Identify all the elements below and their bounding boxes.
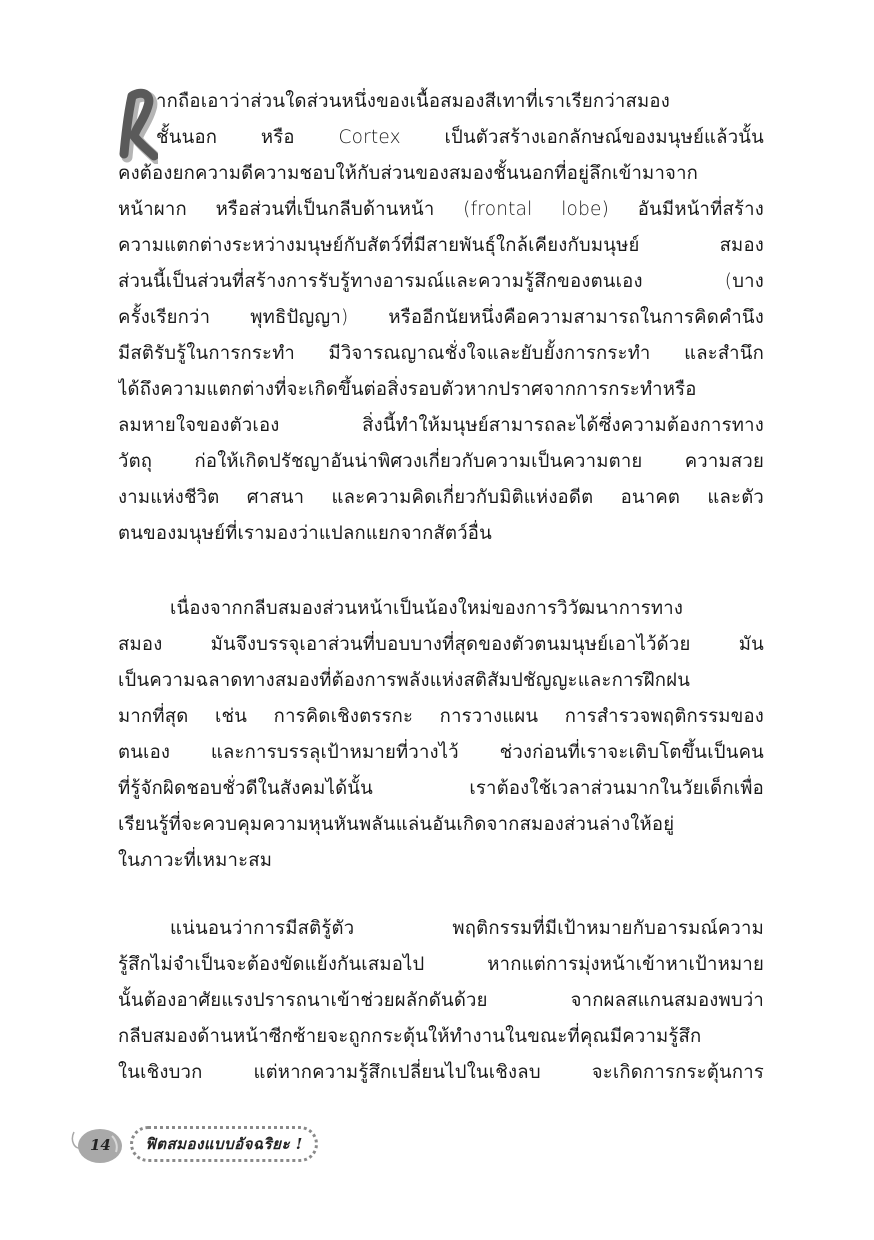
text-line: ในเชิงบวก แต่หากความรู้สึกเปลี่ยนไปในเชิงลบ จะเกิดการกระตุ้นการ bbox=[118, 1062, 764, 1083]
text-line: คงต้องยกความดีความชอบให้กับส่วนของสมองชั้นนอกที่อยู่ลึกเข้ามาจาก bbox=[118, 163, 699, 184]
text-line: ตนเอง และการบรรลุเป้าหมายที่วางไว้ ช่วงก่อนที่เราจะเติบโตขึ้นเป็นคน bbox=[118, 742, 764, 763]
text-line: ที่รู้จักผิดชอบชั่วดีในสังคมได้นั้น เราต้องใช้เวลาส่วนมากในวัยเด็กเพื่อ bbox=[118, 778, 764, 799]
text-line: ความแตกต่างระหว่างมนุษย์กับสัตว์ที่มีสายพันธุ์ใกล้เคียงกับมนุษย์ สมอง bbox=[118, 235, 764, 256]
text-line: รู้สึกไม่จำเป็นจะต้องขัดแย้งกันเสมอไป หากแต่การมุ่งหน้าเข้าหาเป้าหมาย bbox=[118, 954, 764, 975]
text-line: มากที่สุด เช่น การคิดเชิงตรรกะ การวางแผน การสำรวจพฤติกรรมของ bbox=[118, 706, 764, 727]
page-footer bbox=[68, 1124, 328, 1168]
text-line: เรียนรู้ที่จะควบคุมความหุนหันพลันแล่นอันเกิดจากสมองส่วนล่างให้อยู่ bbox=[118, 814, 675, 835]
text-line: มีสติรับรู้ในการกระทำ มีวิจารณญาณชั่งใจและยับยั้งการกระทำ และสำนึก bbox=[118, 343, 764, 364]
text-line: เนื่องจากกลีบสมองส่วนหน้าเป็นน้องใหม่ของการวิวัฒนาการทาง bbox=[170, 598, 684, 619]
book-title-frame bbox=[130, 1126, 318, 1162]
text-line: ได้ถึงความแตกต่างที่จะเกิดขึ้นต่อสิ่งรอบตัวหากปราศจากการกระทำหรือ bbox=[118, 379, 697, 400]
text-line: วัตถุ ก่อให้เกิดปรัชญาอันน่าพิศวงเกี่ยวกับความเป็นความตาย ความสวย bbox=[118, 451, 764, 472]
page-number: 14 bbox=[90, 1136, 111, 1154]
text-line: ส่วนนี้เป็นส่วนที่สร้างการรับรู้ทางอารมณ์และความรู้สึกของตนเอง (บาง bbox=[118, 271, 764, 292]
text-line: หน้าผาก หรือส่วนที่เป็นกลีบด้านหน้า (frontal lobe) อันมีหน้าที่สร้าง bbox=[118, 199, 764, 220]
text-line: ากถือเอาว่าส่วนใดส่วนหนึ่งของเนื้อสมองสีเทาที่เราเรียกว่าสมอง bbox=[156, 91, 670, 112]
text-line: กลีบสมองด้านหน้าซีกซ้ายจะถูกกระตุ้นให้ทำงานในขณะที่คุณมีความรู้สึก bbox=[118, 1026, 702, 1047]
text-line: ตนของมนุษย์ที่เรามองว่าแปลกแยกจากสัตว์อื่น bbox=[118, 523, 492, 544]
text-line: แน่นอนว่าการมีสติรู้ตัว พฤติกรรมที่มีเป้าหมายกับอารมณ์ความ bbox=[170, 918, 764, 939]
text-line: ในภาวะที่เหมาะสม bbox=[118, 850, 273, 871]
paragraph-1 bbox=[118, 84, 764, 552]
paragraph-3 bbox=[118, 911, 764, 1091]
text-line: งามแห่งชีวิต ศาสนา และความคิดเกี่ยวกับมิติแห่งอดีต อนาคต และตัว bbox=[118, 487, 764, 508]
book-title: ฟิตสมองแบบอัจฉริยะ ! bbox=[145, 1135, 303, 1153]
text-line: ครั้งเรียกว่า พุทธิปัญญา) หรืออีกนัยหนึ่งคือความสามารถในการคิดคำนึง bbox=[118, 307, 764, 328]
text-line: ชั้นนอก หรือ Cortex เป็นตัวสร้างเอกลักษณ์ของมนุษย์แล้วนั้น bbox=[156, 127, 764, 148]
text-line: สมอง มันจึงบรรจุเอาส่วนที่บอบบางที่สุดของตัวตนมนุษย์เอาไว้ด้วย มัน bbox=[118, 634, 764, 655]
text-line: ลมหายใจของตัวเอง สิ่งนี้ทำให้มนุษย์สามารถละได้ซึ่งความต้องการทาง bbox=[118, 415, 764, 436]
text-line: เป็นความฉลาดทางสมองที่ต้องการพลังแห่งสติสัมปชัญญะและการฝึกฝน bbox=[118, 670, 691, 691]
paragraph-2 bbox=[118, 591, 764, 879]
text-line: นั้นต้องอาศัยแรงปรารถนาเข้าช่วยผลักดันด้วย จากผลสแกนสมองพบว่า bbox=[118, 990, 764, 1011]
page-number-badge bbox=[68, 1126, 126, 1166]
